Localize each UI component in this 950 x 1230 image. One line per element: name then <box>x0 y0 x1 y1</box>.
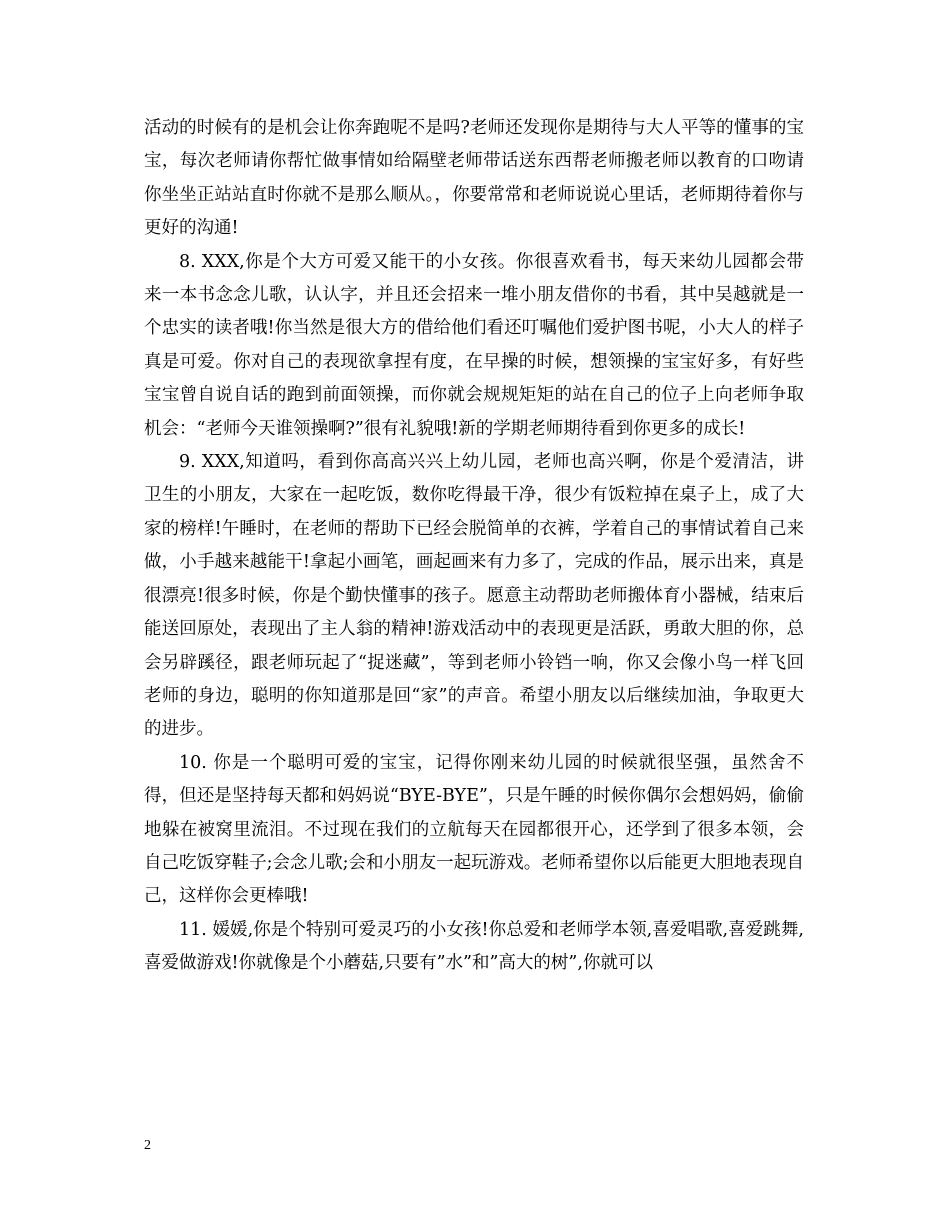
paragraph-item-8: 8. XXX,你是个大方可爱又能干的小女孩。你很喜欢看书，每天来幼儿园都会带来一本书念念儿歌，认认字，并且还会招来一堆小朋友借你的书看，其中吴越就是一个忠实的读者哦!你当然是很大方的借给他们看还叮嘱他们爱护图书呢，小大人的样子真是可爱。你对自己的表现欲拿捏有度，在早操的时候，想领操的宝宝好多，有好些宝宝曾自说自话的跑到前面领操，而你就会规规矩矩的站在自己的位子上向老师争取机会：“老师今天谁领操啊?”很有礼貌哦!新的学期老师期待看到你更多的成长! <box>144 251 804 439</box>
paragraph-item-10: 10. 你是一个聪明可爱的宝宝，记得你刚来幼儿园的时候就很坚强，虽然舍不得，但还是坚持每天都和妈妈说“BYE-BYE”，只是午睡的时候你偶尔会想妈妈，偷偷地躲在被窝里流泪。不过现在我们的立航每天在园都很开心，还学到了很多本领，会自己吃饭穿鞋子;会念儿歌;会和小朋友一起玩游戏。老师希望你以后能更大胆地表现自己，这样你会更棒哦! <box>144 752 804 907</box>
paragraph-item-9: 9. XXX,知道吗，看到你高高兴兴上幼儿园，老师也高兴啊，你是个爱清洁，讲卫生的小朋友，大家在一起吃饭，数你吃得最干净，很少有饭粒掉在桌子上，成了大家的榜样!午睡时，在老师的帮助下已经会脱简单的衣裤，学着自己的事情试着自己来做，小手越来越能干!拿起小画笔，画起画来有力多了，完成的作品，展示出来，真是很漂亮!很多时候，你是个勤快懂事的孩子。愿意主动帮助老师搬体育小器械，结束后能送回原处，表现出了主人翁的精神!游戏活动中的表现更是活跃，勇敢大胆的你，总会另辟蹊径，跟老师玩起了“捉迷藏”，等到老师小铃铛一响，你又会像小鸟一样飞回老师的身边，聪明的你知道那是回“家”的声音。希望小朋友以后继续加油，争取更大的进步。 <box>144 452 804 740</box>
page-number: 2 <box>144 1138 151 1153</box>
document-body <box>144 112 804 981</box>
paragraph-continuation: 活动的时候有的是机会让你奔跑呢不是吗?老师还发现你是期待与大人平等的懂事的宝宝，每次老师请你帮忙做事情如给隔壁老师带话送东西帮老师搬老师以教育的口吻请你坐坐正站站直时你就不是那么顺从。，你要常常和老师说说心里话，老师期待着你与更好的沟通! <box>144 118 804 239</box>
paragraph-item-11: 11. 媛媛,你是个特别可爱灵巧的小女孩!你总爱和老师学本领,喜爱唱歌,喜爱跳舞,喜爱做游戏!你就像是个小蘑菇,只要有”水”和”高大的树”,你就可以 <box>144 919 804 974</box>
